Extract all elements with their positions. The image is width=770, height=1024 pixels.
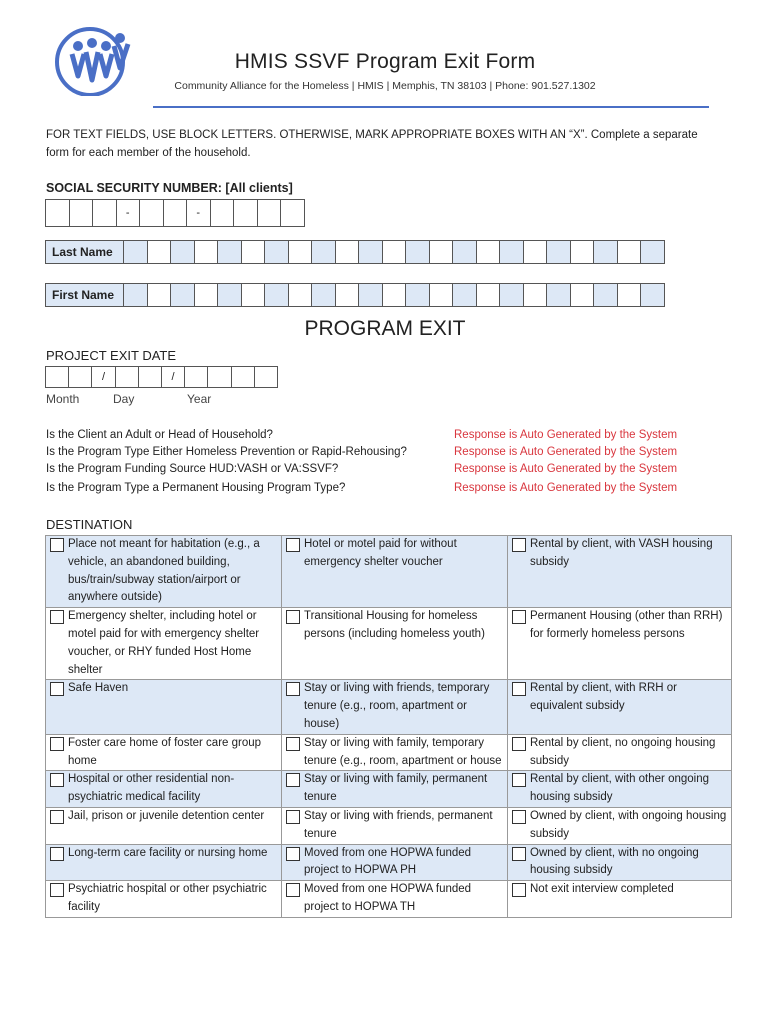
checkbox[interactable] — [286, 883, 300, 897]
checkbox[interactable] — [50, 773, 64, 787]
letter-box[interactable] — [359, 283, 383, 307]
destination-option[interactable] — [508, 734, 732, 771]
destination-row — [46, 771, 732, 808]
letter-box[interactable] — [641, 240, 665, 264]
letter-box[interactable] — [124, 283, 148, 307]
auto-response: Response is Auto Generated by the System — [454, 429, 678, 441]
destination-option[interactable] — [282, 844, 508, 881]
destination-option[interactable] — [282, 807, 508, 844]
ssn-input-boxes[interactable] — [45, 199, 305, 227]
letter-box[interactable] — [524, 240, 548, 264]
checkbox[interactable] — [286, 773, 300, 787]
destination-option-label: Stay or living with family, temporary tenure (e.g., room, apartment or house — [304, 736, 502, 767]
checkbox[interactable] — [512, 883, 526, 897]
destination-option[interactable] — [282, 608, 508, 680]
destination-option-label: Rental by client, with other ongoing housing subsidy — [530, 773, 709, 804]
checkbox[interactable] — [50, 538, 64, 552]
day-label: Day — [113, 392, 135, 406]
destination-option[interactable] — [282, 881, 508, 918]
date-separator: / — [162, 366, 185, 388]
letter-box[interactable] — [430, 240, 454, 264]
exit-date-boxes[interactable] — [45, 366, 278, 388]
form-subtitle: Community Alliance for the Homeless | HMIS | Memphis, TN 38103 | Phone: 901.527.1302 — [174, 80, 596, 92]
destination-option[interactable] — [508, 881, 732, 918]
checkbox[interactable] — [286, 847, 300, 861]
destination-option[interactable] — [46, 771, 282, 808]
letter-box[interactable] — [265, 240, 289, 264]
letter-box[interactable] — [477, 283, 501, 307]
destination-option[interactable] — [508, 608, 732, 680]
header-divider — [153, 106, 709, 108]
date-digit-box[interactable] — [232, 366, 255, 388]
destination-row — [46, 807, 732, 844]
destination-option-label: Stay or living with friends, permanent tenure — [304, 809, 493, 840]
letter-box[interactable] — [383, 240, 407, 264]
destination-option-label: Jail, prison or juvenile detention center — [68, 809, 265, 822]
question-text: Is the Client an Adult or Head of Household? — [46, 429, 273, 441]
destination-option[interactable] — [46, 844, 282, 881]
destination-option[interactable] — [46, 680, 282, 734]
destination-option[interactable] — [46, 608, 282, 680]
instructions-text: FOR TEXT FIELDS, USE BLOCK LETTERS. OTHERWISE, MARK APPROPRIATE BOXES WITH AN “X”. Complete a separate form for each member of the household. — [46, 129, 698, 159]
letter-box[interactable] — [547, 283, 571, 307]
checkbox[interactable] — [50, 682, 64, 696]
ssn-digit-box[interactable] — [46, 199, 70, 227]
letter-box[interactable] — [406, 283, 430, 307]
letter-box[interactable] — [524, 283, 548, 307]
letter-box[interactable] — [618, 283, 642, 307]
letter-box[interactable] — [500, 240, 524, 264]
destination-option[interactable] — [508, 680, 732, 734]
date-digit-box[interactable] — [116, 366, 139, 388]
checkbox[interactable] — [512, 773, 526, 787]
destination-option-label: Transitional Housing for homeless persons (including homeless youth) — [304, 610, 485, 640]
ssn-digit-box[interactable] — [140, 199, 164, 227]
destination-option-label: Moved from one HOPWA funded project to HOPWA TH — [304, 883, 472, 913]
letter-box[interactable] — [453, 240, 477, 264]
destination-option-label: Not exit interview completed — [530, 883, 674, 896]
destination-option[interactable] — [46, 536, 282, 608]
date-separator: / — [92, 366, 115, 388]
date-digit-box[interactable] — [255, 366, 278, 388]
destination-table — [45, 535, 732, 918]
letter-box[interactable] — [406, 240, 430, 264]
exit-date-label: PROJECT EXIT DATE — [46, 348, 177, 363]
letter-box[interactable] — [312, 240, 336, 264]
destination-option-label: Moved from one HOPWA funded project to HOPWA PH — [304, 846, 472, 877]
letter-box[interactable] — [641, 283, 665, 307]
checkbox[interactable] — [50, 610, 64, 624]
checkbox[interactable] — [286, 682, 300, 696]
letter-box[interactable] — [571, 283, 595, 307]
form-title: HMIS SSVF Program Exit Form — [234, 50, 536, 73]
destination-row — [46, 734, 732, 771]
destination-option-label: Place not meant for habitation (e.g., a vehicle, an abandoned building, bus/train/subway station/airport or anywhere outside) — [68, 538, 260, 604]
program-exit-heading: PROGRAM EXIT — [304, 317, 466, 340]
destination-option-label: Foster care home of foster care group home — [68, 736, 262, 767]
month-label: Month — [46, 392, 80, 406]
letter-box[interactable] — [242, 283, 266, 307]
destination-option[interactable] — [508, 844, 732, 881]
ssn-digit-box[interactable] — [164, 199, 188, 227]
first-name-label: First Name — [46, 283, 124, 307]
letter-box[interactable] — [547, 240, 571, 264]
auto-response: Response is Auto Generated by the System — [454, 446, 678, 458]
destination-row — [46, 881, 732, 918]
letter-box[interactable] — [453, 283, 477, 307]
destination-option-label: Hospital or other residential non-psychiatric medical facility — [68, 773, 235, 804]
date-digit-box[interactable] — [69, 366, 92, 388]
year-label: Year — [187, 392, 212, 406]
checkbox[interactable] — [512, 682, 526, 696]
destination-row — [46, 608, 732, 680]
letter-box[interactable] — [265, 283, 289, 307]
last-name-field[interactable] — [45, 240, 665, 264]
letter-box[interactable] — [195, 283, 219, 307]
destination-row — [46, 680, 732, 734]
letter-box[interactable] — [148, 240, 172, 264]
auto-response: Response is Auto Generated by the System — [454, 482, 678, 494]
checkbox[interactable] — [50, 810, 64, 824]
destination-option[interactable] — [282, 536, 508, 608]
letter-box[interactable] — [336, 283, 360, 307]
checkbox[interactable] — [50, 737, 64, 751]
checkbox[interactable] — [286, 538, 300, 552]
letter-box[interactable] — [571, 240, 595, 264]
letter-box[interactable] — [289, 240, 313, 264]
question-text: Is the Program Type Either Homeless Prevention or Rapid-Rehousing? — [46, 446, 407, 458]
destination-label: DESTINATION — [46, 517, 133, 532]
ssn-digit-box[interactable] — [281, 199, 305, 227]
question-text: Is the Program Type a Permanent Housing Program Type? — [46, 482, 346, 494]
letter-box[interactable] — [477, 240, 501, 264]
checkbox[interactable] — [512, 610, 526, 624]
letter-box[interactable] — [500, 283, 524, 307]
destination-option[interactable] — [508, 807, 732, 844]
letter-box[interactable] — [242, 240, 266, 264]
letter-box[interactable] — [430, 283, 454, 307]
letter-box[interactable] — [383, 283, 407, 307]
destination-option-label: Rental by client, with RRH or equivalent subsidy — [530, 682, 677, 713]
ssn-digit-box[interactable] — [234, 199, 258, 227]
ssn-separator: - — [117, 199, 141, 227]
ssn-label: SOCIAL SECURITY NUMBER: [All clients] — [46, 181, 293, 195]
letter-box[interactable] — [594, 283, 618, 307]
destination-option-label: Stay or living with friends, temporary tenure (e.g., room, apartment or house) — [304, 682, 490, 730]
letter-box[interactable] — [289, 283, 313, 307]
checkbox[interactable] — [512, 810, 526, 824]
question-text: Is the Program Funding Source HUD:VASH or VA:SSVF? — [46, 463, 339, 475]
letter-box[interactable] — [171, 283, 195, 307]
letter-box[interactable] — [218, 240, 242, 264]
date-digit-box[interactable] — [185, 366, 208, 388]
destination-option[interactable] — [46, 881, 282, 918]
destination-option-label: Stay or living with family, permanent tenure — [304, 773, 488, 804]
destination-option-label: Owned by client, with no ongoing housing subsidy — [530, 846, 699, 877]
letter-box[interactable] — [218, 283, 242, 307]
letter-box[interactable] — [171, 240, 195, 264]
destination-option[interactable] — [282, 771, 508, 808]
date-digit-box[interactable] — [139, 366, 162, 388]
destination-option[interactable] — [46, 734, 282, 771]
destination-option-label: Long-term care facility or nursing home — [68, 846, 268, 859]
letter-box[interactable] — [594, 240, 618, 264]
destination-option-label: Owned by client, with ongoing housing subsidy — [530, 809, 727, 840]
destination-row — [46, 536, 732, 608]
ssn-digit-box[interactable] — [70, 199, 94, 227]
checkbox[interactable] — [286, 737, 300, 751]
destination-option[interactable] — [46, 807, 282, 844]
letter-box[interactable] — [312, 283, 336, 307]
destination-option-label: Rental by client, no ongoing housing subsidy — [530, 736, 716, 767]
first-name-field[interactable] — [45, 283, 665, 307]
destination-option-label: Rental by client, with VASH housing subsidy — [530, 538, 713, 568]
destination-option[interactable] — [508, 536, 732, 608]
date-digit-box[interactable] — [46, 366, 69, 388]
checkbox[interactable] — [512, 538, 526, 552]
destination-option-label: Safe Haven — [68, 682, 129, 695]
destination-option[interactable] — [508, 771, 732, 808]
ssn-separator: - — [187, 199, 211, 227]
destination-option-label: Psychiatric hospital or other psychiatric facility — [68, 883, 267, 913]
destination-option[interactable] — [282, 680, 508, 734]
letter-box[interactable] — [148, 283, 172, 307]
letter-box[interactable] — [359, 240, 383, 264]
destination-row — [46, 844, 732, 881]
checkbox[interactable] — [50, 847, 64, 861]
ssn-digit-box[interactable] — [211, 199, 235, 227]
checkbox[interactable] — [286, 810, 300, 824]
letter-box[interactable] — [124, 240, 148, 264]
ssn-digit-box[interactable] — [93, 199, 117, 227]
letter-box[interactable] — [195, 240, 219, 264]
auto-response: Response is Auto Generated by the System — [454, 463, 678, 475]
date-digit-box[interactable] — [208, 366, 231, 388]
destination-option-label: Permanent Housing (other than RRH) for formerly homeless persons — [530, 610, 723, 640]
checkbox[interactable] — [512, 737, 526, 751]
checkbox[interactable] — [50, 883, 64, 897]
letter-box[interactable] — [336, 240, 360, 264]
last-name-label: Last Name — [46, 240, 124, 264]
ssn-digit-box[interactable] — [258, 199, 282, 227]
checkbox[interactable] — [512, 847, 526, 861]
destination-option-label: Hotel or motel paid for without emergency shelter voucher — [304, 538, 457, 568]
checkbox[interactable] — [286, 610, 300, 624]
destination-option-label: Emergency shelter, including hotel or motel paid for with emergency shelter voucher, or RHY funded Host Home shelter — [68, 610, 260, 676]
letter-box[interactable] — [618, 240, 642, 264]
destination-option[interactable] — [282, 734, 508, 771]
